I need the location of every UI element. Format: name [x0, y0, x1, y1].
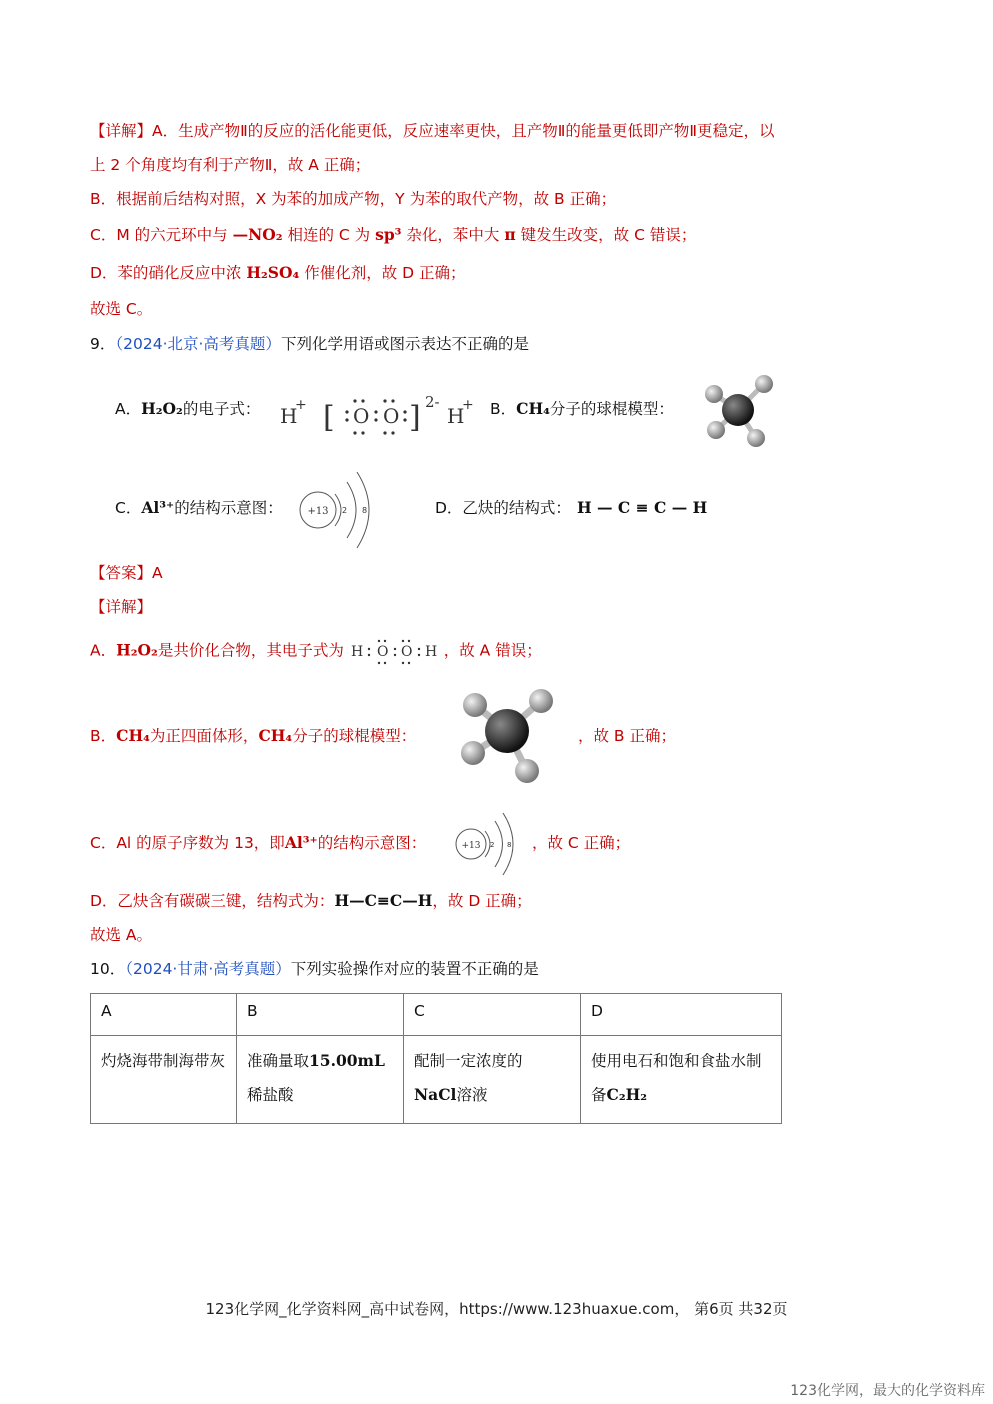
detail-line-6: 故选 C。	[90, 300, 153, 318]
svg-text:+13: +13	[461, 841, 481, 851]
svg-text:H: H	[424, 644, 438, 660]
svg-text:O: O	[383, 404, 400, 428]
header-d: D	[581, 994, 782, 1036]
question-10-stem: 10．（2024·甘肃·高考真题）下列实验操作对应的装置不正确的是	[90, 960, 539, 978]
ch4-ball-stick-model-large	[455, 685, 565, 790]
header-a: A	[91, 994, 237, 1036]
header-b: B	[237, 994, 404, 1036]
al3-structure-diagram-large	[452, 810, 526, 878]
svg-text:2-: 2-	[425, 393, 440, 411]
no2-formula: —NO₂	[232, 225, 283, 244]
svg-text:+: +	[462, 397, 474, 413]
detail-a: A．H₂O₂是共价化合物，其电子式为 H O O H ，故 A 错误；	[90, 636, 542, 666]
cell-c: 配制一定浓度的 NaCl溶液	[404, 1036, 581, 1124]
question-9-stem: 9．（2024·北京·高考真题）下列化学用语或图示表达不正确的是	[90, 335, 529, 353]
cell-a: 灼烧海带制海带灰	[91, 1036, 237, 1124]
svg-text:8: 8	[362, 506, 368, 515]
svg-text:H: H	[447, 404, 465, 428]
cell-d: 使用电石和饱和食盐水制备C₂H₂	[581, 1036, 782, 1124]
cell-b: 准确量取15.00mL 稀盐酸	[237, 1036, 404, 1124]
right-bracket: ]	[409, 400, 421, 435]
detail-d: D．乙炔含有碳碳三键，结构式为：H—C≡C—H，故 D 正确；	[90, 891, 532, 910]
svg-text:O: O	[400, 644, 413, 660]
detail-b-tail: ，故 B 正确；	[578, 727, 676, 745]
svg-text:O: O	[353, 404, 370, 428]
options-table	[90, 993, 782, 1124]
svg-text:2: 2	[490, 841, 495, 849]
detail-line-1: 【详解】A．生成产物Ⅱ的反应的活化能更低，反应速率更快，且产物Ⅱ的能量更低即产物Ⅱ更稳定，以	[90, 122, 775, 140]
detail-c-tail: ，故 C 正确；	[532, 834, 631, 852]
option-d: D．乙炔的结构式： H — C ≡ C — H	[435, 498, 708, 517]
detail-line-3: B．根据前后结构对照，X 为苯的加成产物，Y 为苯的取代产物，故 B 正确；	[90, 190, 617, 208]
question-source: （2024·甘肃·高考真题）	[125, 960, 291, 978]
option-b: B．CH₄分子的球棍模型：	[490, 399, 674, 418]
svg-text:8: 8	[507, 841, 512, 849]
detail-c: C．Al 的原子序数为 13，即Al³⁺的结构示意图：	[90, 833, 427, 852]
watermark: 123化学网，最大的化学资料库	[790, 1383, 985, 1399]
al3-structure-diagram-small	[295, 468, 375, 552]
svg-text:H: H	[350, 644, 364, 660]
h2so4-formula: H₂SO₄	[246, 263, 300, 282]
svg-text:H: H	[280, 404, 298, 428]
detail-heading: 【详解】	[90, 598, 153, 616]
svg-text:+: +	[295, 397, 307, 413]
h2o2-ionic-electron-formula	[275, 385, 485, 445]
sp3-label: sp³	[375, 225, 402, 244]
question-source: （2024·北京·高考真题）	[115, 335, 281, 353]
answer: 【答案】A	[90, 564, 163, 582]
detail-line-2: 上 2 个角度均有利于产物Ⅱ，故 A 正确；	[90, 156, 371, 174]
detail-b: B．CH₄为正四面体形，CH₄分子的球棍模型：	[90, 726, 417, 745]
svg-text:+13: +13	[307, 506, 329, 517]
svg-text:O: O	[376, 644, 389, 660]
left-bracket: [	[323, 400, 335, 435]
detail-end: 故选 A。	[90, 926, 153, 944]
pi-symbol: π	[504, 225, 516, 244]
page-footer: 123化学网_化学资料网_高中试卷网，https://www.123huaxue.com， 第6页 共32页	[205, 1300, 788, 1318]
svg-text:2: 2	[342, 506, 348, 515]
detail-line-5: D．苯的硝化反应中浓 H₂SO₄ 作催化剂，故 D 正确；	[90, 263, 466, 282]
option-a: A．H₂O₂的电子式：	[115, 399, 261, 418]
ch4-ball-stick-model-small	[700, 372, 780, 452]
h2o2-covalent-electron-formula	[349, 636, 439, 666]
detail-line-4: C．M 的六元环中与 —NO₂ 相连的 C 为 sp³ 杂化，苯中大 π 键发生改变，故 C 错误；	[90, 225, 697, 244]
option-c: C．Al³⁺的结构示意图：	[115, 498, 283, 517]
header-c: C	[404, 994, 581, 1036]
